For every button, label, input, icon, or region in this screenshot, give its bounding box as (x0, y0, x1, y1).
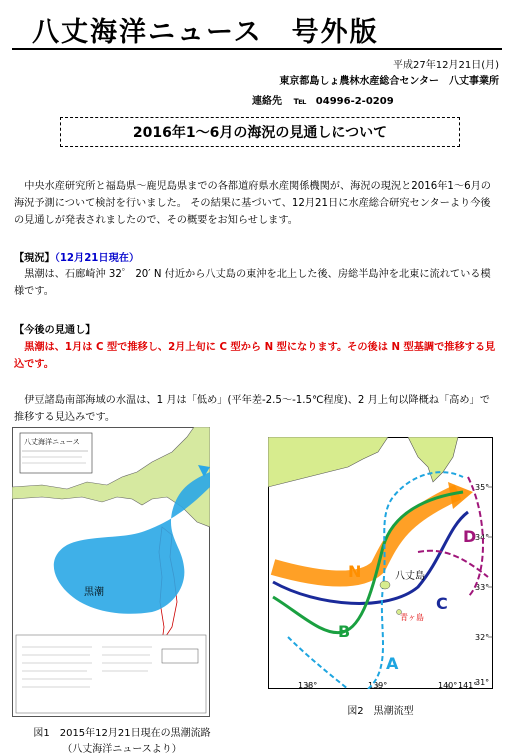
figure1-caption-line1: 図1 2015年12月21日現在の黒潮流路 (33, 728, 211, 739)
figure2-label-N: N (348, 562, 362, 581)
figure2-aogashima: 青ヶ島 (400, 613, 424, 622)
figure2-hachijo: 八丈島 (395, 571, 425, 582)
masthead-title: 八丈海洋ニュース 号外版 (32, 17, 379, 48)
current-heading (14, 249, 139, 264)
current-date: （12月21日現在） (54, 253, 140, 264)
intro-paragraph: 中央水産研究所と福島県～鹿児島県までの各都道府県水産関係機関が、海況の現況と2016年1～6月の海況予測について検討を行いました。 その結果に基づいて、12月21日に水産総合研究センターより今後の見通しが発表されましたので、その概要をお知らせします。 (14, 181, 491, 226)
outlook-heading: 【今後の見通し】 (14, 325, 96, 336)
figure1-inset-title: 八丈海洋ニュース (24, 438, 80, 446)
figure2-label-C: C (436, 594, 448, 613)
figure2-label-D: D (463, 527, 477, 546)
contact-line (252, 92, 394, 107)
title-box (60, 117, 460, 147)
contact-label: 連絡先 (252, 96, 282, 107)
figure2-lat33: 33° (475, 583, 490, 592)
masthead-rule (12, 48, 502, 50)
figure2-caption: 図2 黒潮流型 (347, 706, 414, 717)
figure2-lat34: 34° (475, 533, 490, 542)
current-body: 黒潮は、石廊崎沖 32゜ 20′ N 付近から八丈島の東沖を北上した後、房総半島沖を北東に流れている模様です。 (14, 269, 491, 297)
figure2-lat32: 32° (475, 633, 490, 642)
figure2-label-A: A (386, 654, 399, 673)
outlook-body: 伊豆諸島南部海域の水温は、1 月は「低め」(平年差-2.5～-1.5℃程度)、2 月上旬以降概ね「高め」で推移する見込みです。 (14, 395, 490, 423)
figure2-label-B: B (338, 622, 351, 641)
figure2-lon138: 138° (298, 681, 318, 689)
current-heading-label: 【現況】 (14, 253, 55, 264)
figure2-lat35: 35° (475, 483, 490, 492)
issue-date: 平成27年12月21日(月) (393, 60, 499, 71)
figure1-kuroshio-label: 黒潮 (84, 587, 104, 598)
figure2-lon140: 140° (438, 681, 458, 689)
figure2-lat31: 31° (475, 678, 490, 687)
figure1-kuroshio-map (12, 427, 210, 717)
outlook-red-text: 黒潮は、1月は C 型で推移し、2月上旬に C 型から N 型になります。その後は N 型基調で推移する見込です。 (14, 342, 496, 370)
tel-number: 04996-2-0209 (315, 96, 394, 107)
figure2-kuroshio-patterns (268, 437, 493, 689)
title-text: 2016年1～6月の海況の見通しについて (132, 125, 388, 141)
figure2-lon139: 139° (368, 681, 388, 689)
figure1-caption-line2: （八丈海洋ニュースより） (62, 744, 182, 755)
tel-icon: ℡ (293, 96, 307, 107)
figure2-lon141: 141° (458, 681, 478, 689)
organization: 東京都島しょ農林水産総合センター 八丈事業所 (279, 76, 499, 87)
